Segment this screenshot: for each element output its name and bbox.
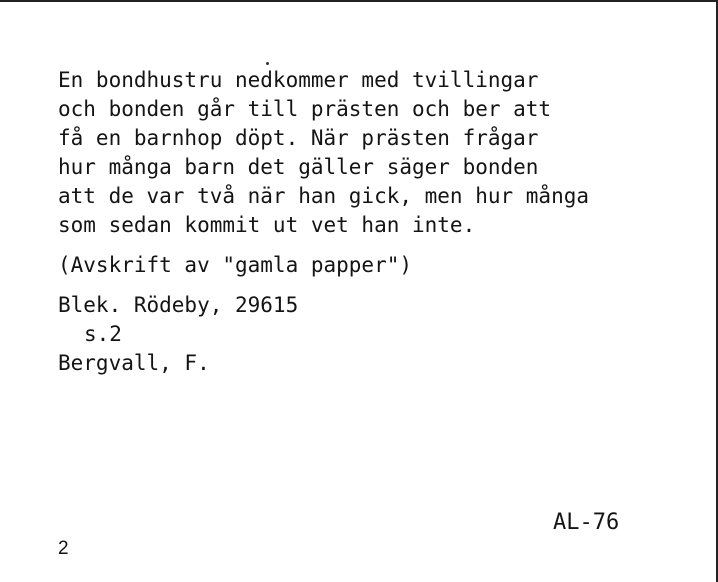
source-page: s.2 xyxy=(84,322,122,346)
source-block xyxy=(58,291,298,378)
story-line: och bonden går till prästen och ber att xyxy=(58,97,552,121)
story-text xyxy=(58,66,698,240)
ink-mark xyxy=(266,62,269,65)
card-number: 2 xyxy=(58,538,69,559)
story-line: få en barnhop döpt. När prästen frågar xyxy=(58,126,539,150)
archive-code: AL-76 xyxy=(553,510,620,535)
transcription-note: (Avskrift av "gamla papper") xyxy=(58,253,413,277)
story-line: En bondhustru nedkommer med tvillingar xyxy=(58,68,539,92)
source-place: Blek. Rödeby, 29615 xyxy=(58,293,299,317)
story-line: att de var två när han gick, men hur många xyxy=(58,184,590,208)
story-line: som sedan kommit ut vet han inte. xyxy=(58,213,476,237)
source-line xyxy=(58,291,298,349)
story-line: hur många barn det gäller säger bonden xyxy=(58,155,539,179)
informant-name: Bergvall, F. xyxy=(58,351,210,375)
